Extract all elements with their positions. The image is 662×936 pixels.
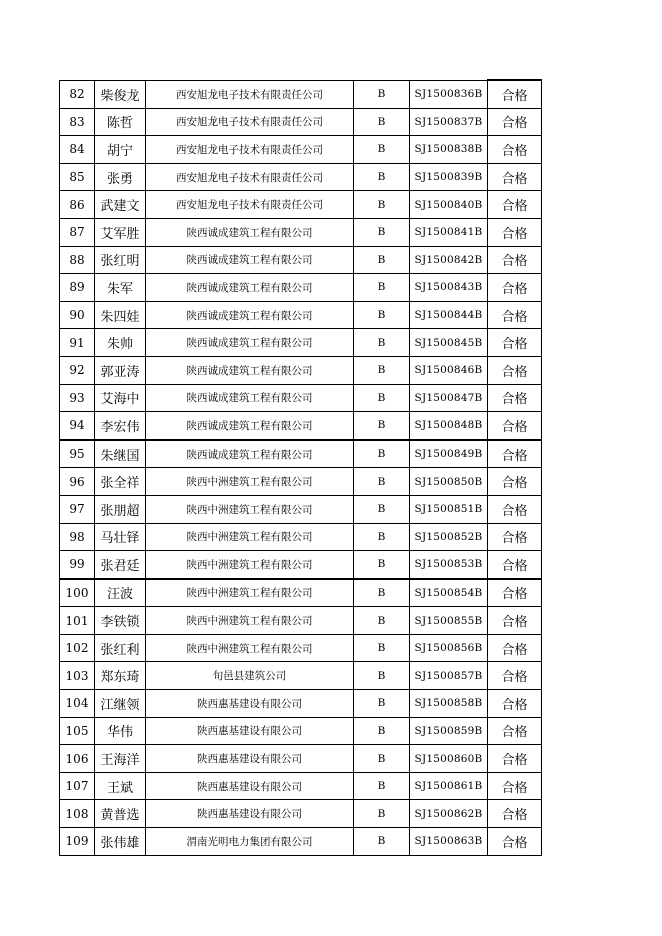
company-name-cell: 陕西中洲建筑工程有限公司 bbox=[146, 634, 354, 662]
result-status-cell: 合格 bbox=[488, 136, 542, 164]
row-number-cell: 98 bbox=[60, 523, 95, 551]
result-status-cell: 合格 bbox=[488, 329, 542, 357]
person-name-cell: 王海洋 bbox=[95, 745, 146, 773]
certificate-number-cell: SJ1500844B bbox=[410, 301, 488, 329]
grade-cell: B bbox=[354, 136, 410, 164]
person-name-cell: 华伟 bbox=[95, 717, 146, 745]
result-status-cell: 合格 bbox=[488, 468, 542, 496]
row-number-cell: 90 bbox=[60, 301, 95, 329]
certificate-number-cell: SJ1500861B bbox=[410, 772, 488, 800]
grade-cell: B bbox=[354, 412, 410, 440]
certificate-number-cell: SJ1500857B bbox=[410, 662, 488, 690]
result-status-cell: 合格 bbox=[488, 717, 542, 745]
row-number-cell: 99 bbox=[60, 551, 95, 579]
person-name-cell: 胡宁 bbox=[95, 136, 146, 164]
grade-cell: B bbox=[354, 191, 410, 219]
grade-cell: B bbox=[354, 163, 410, 191]
certificate-number-cell: SJ1500836B bbox=[410, 80, 488, 108]
person-name-cell: 郭亚涛 bbox=[95, 356, 146, 384]
table-row bbox=[60, 384, 542, 412]
company-name-cell: 陕西中洲建筑工程有限公司 bbox=[146, 579, 354, 607]
result-status-cell: 合格 bbox=[488, 163, 542, 191]
grade-cell: B bbox=[354, 301, 410, 329]
company-name-cell: 陕西惠基建设有限公司 bbox=[146, 772, 354, 800]
company-name-cell: 陕西诚成建筑工程有限公司 bbox=[146, 412, 354, 440]
company-name-cell: 西安旭龙电子技术有限责任公司 bbox=[146, 136, 354, 164]
table-row bbox=[60, 163, 542, 191]
row-number-cell: 83 bbox=[60, 108, 95, 136]
certificate-number-cell: SJ1500859B bbox=[410, 717, 488, 745]
grade-cell: B bbox=[354, 717, 410, 745]
company-name-cell: 西安旭龙电子技术有限责任公司 bbox=[146, 191, 354, 219]
row-number-cell: 93 bbox=[60, 384, 95, 412]
person-name-cell: 张红明 bbox=[95, 246, 146, 274]
grade-cell: B bbox=[354, 108, 410, 136]
result-status-cell: 合格 bbox=[488, 246, 542, 274]
certificate-number-cell: SJ1500848B bbox=[410, 412, 488, 440]
row-number-cell: 95 bbox=[60, 440, 95, 468]
row-number-cell: 92 bbox=[60, 356, 95, 384]
row-number-cell: 87 bbox=[60, 218, 95, 246]
row-number-cell: 89 bbox=[60, 274, 95, 302]
person-name-cell: 朱军 bbox=[95, 274, 146, 302]
grade-cell: B bbox=[354, 495, 410, 523]
row-number-cell: 84 bbox=[60, 136, 95, 164]
company-name-cell: 陕西诚成建筑工程有限公司 bbox=[146, 246, 354, 274]
table-row bbox=[60, 717, 542, 745]
certificate-number-cell: SJ1500853B bbox=[410, 551, 488, 579]
certificate-number-cell: SJ1500841B bbox=[410, 218, 488, 246]
person-name-cell: 张勇 bbox=[95, 163, 146, 191]
person-name-cell: 黄普选 bbox=[95, 800, 146, 828]
person-name-cell: 朱继国 bbox=[95, 440, 146, 468]
grade-cell: B bbox=[354, 634, 410, 662]
table-row bbox=[60, 662, 542, 690]
certificate-roster-table bbox=[59, 79, 542, 856]
result-status-cell: 合格 bbox=[488, 662, 542, 690]
table-row bbox=[60, 136, 542, 164]
person-name-cell: 江继领 bbox=[95, 690, 146, 718]
result-status-cell: 合格 bbox=[488, 218, 542, 246]
table-row bbox=[60, 468, 542, 496]
table-row bbox=[60, 690, 542, 718]
company-name-cell: 旬邑县建筑公司 bbox=[146, 662, 354, 690]
grade-cell: B bbox=[354, 579, 410, 607]
result-status-cell: 合格 bbox=[488, 607, 542, 635]
result-status-cell: 合格 bbox=[488, 191, 542, 219]
person-name-cell: 张红利 bbox=[95, 634, 146, 662]
person-name-cell: 李宏伟 bbox=[95, 412, 146, 440]
result-status-cell: 合格 bbox=[488, 634, 542, 662]
certificate-number-cell: SJ1500858B bbox=[410, 690, 488, 718]
row-number-cell: 82 bbox=[60, 80, 95, 108]
certificate-number-cell: SJ1500838B bbox=[410, 136, 488, 164]
company-name-cell: 陕西中洲建筑工程有限公司 bbox=[146, 607, 354, 635]
result-status-cell: 合格 bbox=[488, 108, 542, 136]
company-name-cell: 陕西诚成建筑工程有限公司 bbox=[146, 274, 354, 302]
result-status-cell: 合格 bbox=[488, 828, 542, 856]
grade-cell: B bbox=[354, 662, 410, 690]
grade-cell: B bbox=[354, 745, 410, 773]
person-name-cell: 艾军胜 bbox=[95, 218, 146, 246]
grade-cell: B bbox=[354, 800, 410, 828]
person-name-cell: 柴俊龙 bbox=[95, 80, 146, 108]
row-number-cell: 85 bbox=[60, 163, 95, 191]
company-name-cell: 陕西惠基建设有限公司 bbox=[146, 690, 354, 718]
row-number-cell: 91 bbox=[60, 329, 95, 357]
grade-cell: B bbox=[354, 607, 410, 635]
table-row bbox=[60, 191, 542, 219]
result-status-cell: 合格 bbox=[488, 356, 542, 384]
grade-cell: B bbox=[354, 523, 410, 551]
table-row bbox=[60, 246, 542, 274]
company-name-cell: 陕西诚成建筑工程有限公司 bbox=[146, 384, 354, 412]
certificate-number-cell: SJ1500846B bbox=[410, 356, 488, 384]
certificate-number-cell: SJ1500856B bbox=[410, 634, 488, 662]
result-status-cell: 合格 bbox=[488, 772, 542, 800]
company-name-cell: 陕西中洲建筑工程有限公司 bbox=[146, 495, 354, 523]
table-row bbox=[60, 440, 542, 468]
company-name-cell: 陕西惠基建设有限公司 bbox=[146, 745, 354, 773]
certificate-number-cell: SJ1500850B bbox=[410, 468, 488, 496]
company-name-cell: 陕西中洲建筑工程有限公司 bbox=[146, 523, 354, 551]
result-status-cell: 合格 bbox=[488, 800, 542, 828]
result-status-cell: 合格 bbox=[488, 745, 542, 773]
certificate-number-cell: SJ1500863B bbox=[410, 828, 488, 856]
person-name-cell: 李铁锁 bbox=[95, 607, 146, 635]
certificate-number-cell: SJ1500837B bbox=[410, 108, 488, 136]
person-name-cell: 朱四娃 bbox=[95, 301, 146, 329]
company-name-cell: 陕西惠基建设有限公司 bbox=[146, 800, 354, 828]
company-name-cell: 陕西诚成建筑工程有限公司 bbox=[146, 218, 354, 246]
person-name-cell: 朱帅 bbox=[95, 329, 146, 357]
roster-table-body bbox=[60, 80, 542, 855]
table-row bbox=[60, 523, 542, 551]
row-number-cell: 101 bbox=[60, 607, 95, 635]
company-name-cell: 陕西中洲建筑工程有限公司 bbox=[146, 468, 354, 496]
result-status-cell: 合格 bbox=[488, 440, 542, 468]
grade-cell: B bbox=[354, 384, 410, 412]
table-row bbox=[60, 301, 542, 329]
certificate-number-cell: SJ1500860B bbox=[410, 745, 488, 773]
result-status-cell: 合格 bbox=[488, 384, 542, 412]
table-row bbox=[60, 800, 542, 828]
person-name-cell: 陈哲 bbox=[95, 108, 146, 136]
result-status-cell: 合格 bbox=[488, 523, 542, 551]
company-name-cell: 西安旭龙电子技术有限责任公司 bbox=[146, 80, 354, 108]
result-status-cell: 合格 bbox=[488, 274, 542, 302]
row-number-cell: 109 bbox=[60, 828, 95, 856]
person-name-cell: 艾海中 bbox=[95, 384, 146, 412]
certificate-number-cell: SJ1500849B bbox=[410, 440, 488, 468]
certificate-number-cell: SJ1500840B bbox=[410, 191, 488, 219]
row-number-cell: 86 bbox=[60, 191, 95, 219]
row-number-cell: 106 bbox=[60, 745, 95, 773]
row-number-cell: 105 bbox=[60, 717, 95, 745]
row-number-cell: 96 bbox=[60, 468, 95, 496]
company-name-cell: 渭南光明电力集团有限公司 bbox=[146, 828, 354, 856]
certificate-number-cell: SJ1500862B bbox=[410, 800, 488, 828]
company-name-cell: 西安旭龙电子技术有限责任公司 bbox=[146, 163, 354, 191]
person-name-cell: 王斌 bbox=[95, 772, 146, 800]
person-name-cell: 张朋超 bbox=[95, 495, 146, 523]
company-name-cell: 陕西惠基建设有限公司 bbox=[146, 717, 354, 745]
table-row bbox=[60, 495, 542, 523]
row-number-cell: 108 bbox=[60, 800, 95, 828]
person-name-cell: 张伟雄 bbox=[95, 828, 146, 856]
row-number-cell: 103 bbox=[60, 662, 95, 690]
result-status-cell: 合格 bbox=[488, 495, 542, 523]
result-status-cell: 合格 bbox=[488, 412, 542, 440]
certificate-number-cell: SJ1500843B bbox=[410, 274, 488, 302]
result-status-cell: 合格 bbox=[488, 80, 542, 108]
certificate-number-cell: SJ1500847B bbox=[410, 384, 488, 412]
company-name-cell: 陕西诚成建筑工程有限公司 bbox=[146, 301, 354, 329]
table-row bbox=[60, 412, 542, 440]
result-status-cell: 合格 bbox=[488, 579, 542, 607]
grade-cell: B bbox=[354, 690, 410, 718]
row-number-cell: 104 bbox=[60, 690, 95, 718]
person-name-cell: 马壮铎 bbox=[95, 523, 146, 551]
certificate-number-cell: SJ1500845B bbox=[410, 329, 488, 357]
row-number-cell: 102 bbox=[60, 634, 95, 662]
table-row bbox=[60, 579, 542, 607]
table-row bbox=[60, 274, 542, 302]
result-status-cell: 合格 bbox=[488, 551, 542, 579]
company-name-cell: 陕西诚成建筑工程有限公司 bbox=[146, 356, 354, 384]
table-row bbox=[60, 80, 542, 108]
grade-cell: B bbox=[354, 274, 410, 302]
table-row bbox=[60, 634, 542, 662]
person-name-cell: 张全祥 bbox=[95, 468, 146, 496]
grade-cell: B bbox=[354, 468, 410, 496]
certificate-number-cell: SJ1500854B bbox=[410, 579, 488, 607]
person-name-cell: 汪波 bbox=[95, 579, 146, 607]
table-row bbox=[60, 772, 542, 800]
result-status-cell: 合格 bbox=[488, 301, 542, 329]
table-row bbox=[60, 356, 542, 384]
certificate-number-cell: SJ1500852B bbox=[410, 523, 488, 551]
company-name-cell: 陕西中洲建筑工程有限公司 bbox=[146, 551, 354, 579]
company-name-cell: 西安旭龙电子技术有限责任公司 bbox=[146, 108, 354, 136]
grade-cell: B bbox=[354, 356, 410, 384]
row-number-cell: 107 bbox=[60, 772, 95, 800]
grade-cell: B bbox=[354, 551, 410, 579]
company-name-cell: 陕西诚成建筑工程有限公司 bbox=[146, 329, 354, 357]
row-number-cell: 88 bbox=[60, 246, 95, 274]
table-row bbox=[60, 828, 542, 856]
person-name-cell: 武建文 bbox=[95, 191, 146, 219]
certificate-number-cell: SJ1500839B bbox=[410, 163, 488, 191]
row-number-cell: 97 bbox=[60, 495, 95, 523]
grade-cell: B bbox=[354, 329, 410, 357]
grade-cell: B bbox=[354, 218, 410, 246]
row-number-cell: 94 bbox=[60, 412, 95, 440]
person-name-cell: 郑东琦 bbox=[95, 662, 146, 690]
grade-cell: B bbox=[354, 80, 410, 108]
table-row bbox=[60, 607, 542, 635]
person-name-cell: 张君廷 bbox=[95, 551, 146, 579]
table-row bbox=[60, 329, 542, 357]
certificate-number-cell: SJ1500855B bbox=[410, 607, 488, 635]
grade-cell: B bbox=[354, 828, 410, 856]
table-row bbox=[60, 551, 542, 579]
company-name-cell: 陕西诚成建筑工程有限公司 bbox=[146, 440, 354, 468]
table-row bbox=[60, 745, 542, 773]
grade-cell: B bbox=[354, 246, 410, 274]
table-row bbox=[60, 108, 542, 136]
certificate-number-cell: SJ1500851B bbox=[410, 495, 488, 523]
certificate-number-cell: SJ1500842B bbox=[410, 246, 488, 274]
result-status-cell: 合格 bbox=[488, 690, 542, 718]
row-number-cell: 100 bbox=[60, 579, 95, 607]
table-row bbox=[60, 218, 542, 246]
grade-cell: B bbox=[354, 772, 410, 800]
grade-cell: B bbox=[354, 440, 410, 468]
